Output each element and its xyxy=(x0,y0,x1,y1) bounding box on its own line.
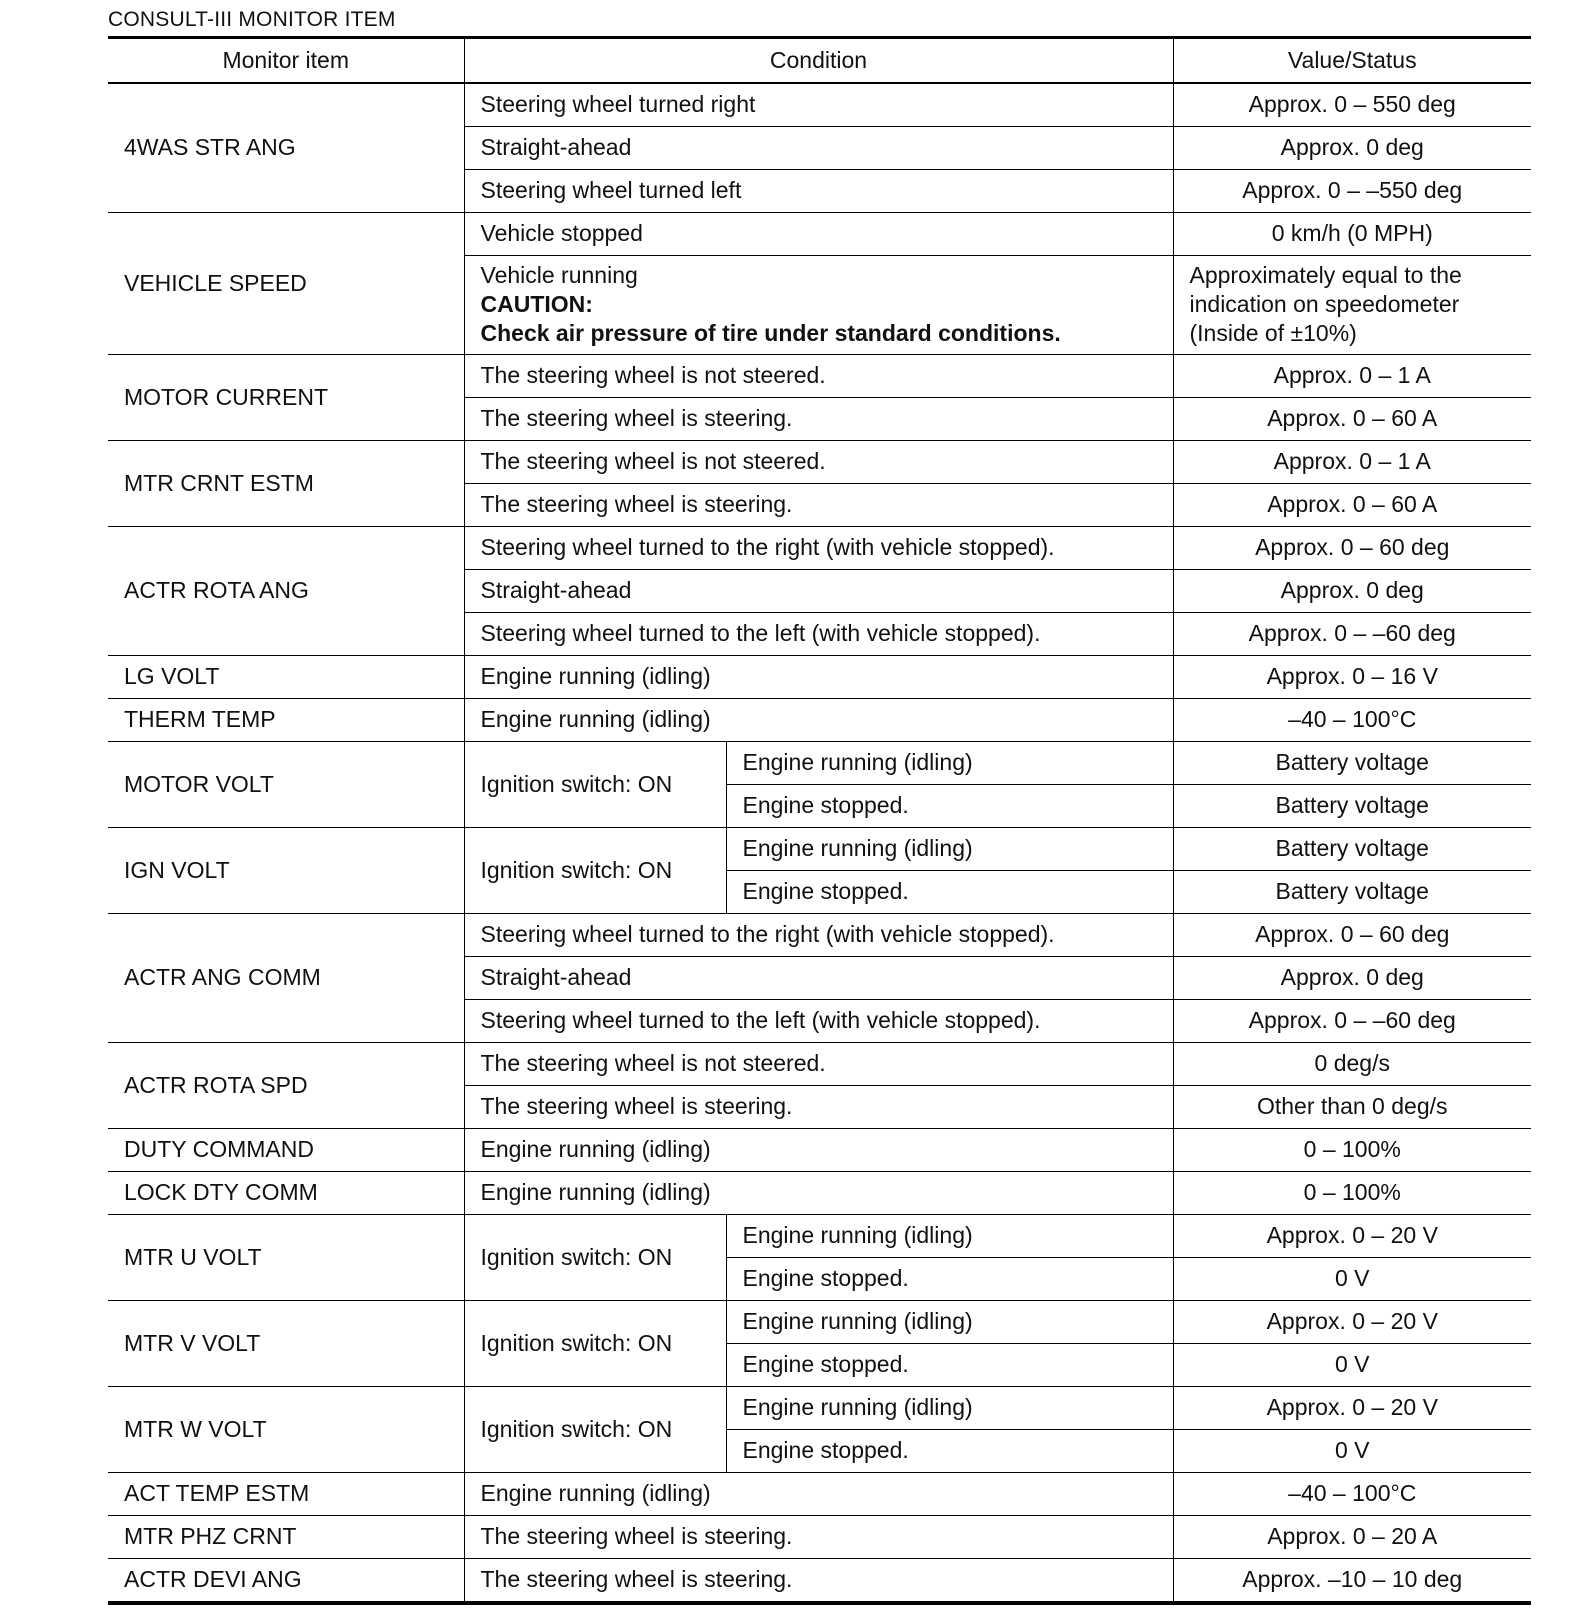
condition-cell: Ignition switch: ON xyxy=(464,1215,726,1301)
value-cell: –40 – 100°C xyxy=(1173,1473,1531,1516)
monitor-item-cell: ACTR ROTA SPD xyxy=(108,1043,464,1129)
value-cell: Approx. 0 – 60 A xyxy=(1173,484,1531,527)
value-cell: Approx. 0 – –60 deg xyxy=(1173,1000,1531,1043)
sub-condition-cell: Engine running (idling) xyxy=(726,1387,1173,1430)
value-cell: 0 V xyxy=(1173,1430,1531,1473)
table-row xyxy=(108,699,1531,742)
table-row xyxy=(108,656,1531,699)
condition-cell: The steering wheel is not steered. xyxy=(464,355,1173,398)
value-cell: Approx. 0 deg xyxy=(1173,570,1531,613)
table-row xyxy=(108,1129,1531,1172)
sub-condition-cell: Engine running (idling) xyxy=(726,1215,1173,1258)
condition-cell: Ignition switch: ON xyxy=(464,1387,726,1473)
value-cell: Battery voltage xyxy=(1173,871,1531,914)
table-row xyxy=(108,1473,1531,1516)
value-cell: 0 km/h (0 MPH) xyxy=(1173,213,1531,256)
condition-cell: The steering wheel is steering. xyxy=(464,1086,1173,1129)
header-value-status: Value/Status xyxy=(1173,38,1531,84)
value-cell: Approx. 0 – 20 V xyxy=(1173,1301,1531,1344)
condition-cell: The steering wheel is steering. xyxy=(464,1516,1173,1559)
table-row xyxy=(108,355,1531,398)
value-cell: Approx. 0 – 20 A xyxy=(1173,1516,1531,1559)
value-cell: –40 – 100°C xyxy=(1173,699,1531,742)
value-cell: Approx. 0 – 1 A xyxy=(1173,355,1531,398)
monitor-item-cell: ACTR ROTA ANG xyxy=(108,527,464,656)
condition-cell: Steering wheel turned to the right (with vehicle stopped). xyxy=(464,914,1173,957)
condition-cell: Steering wheel turned to the right (with vehicle stopped). xyxy=(464,527,1173,570)
table-row xyxy=(108,1301,1531,1344)
header-monitor-item: Monitor item xyxy=(108,38,464,84)
condition-cell: Straight-ahead xyxy=(464,957,1173,1000)
value-cell: Approx. 0 – –550 deg xyxy=(1173,170,1531,213)
table-row xyxy=(108,1043,1531,1086)
value-cell: Battery voltage xyxy=(1173,742,1531,785)
value-cell: Approx. 0 – 550 deg xyxy=(1173,83,1531,127)
monitor-item-cell: MTR W VOLT xyxy=(108,1387,464,1473)
condition-cell: The steering wheel is not steered. xyxy=(464,1043,1173,1086)
condition-cell: The steering wheel is steering. xyxy=(464,484,1173,527)
value-cell: 0 V xyxy=(1173,1258,1531,1301)
sub-condition-cell: Engine stopped. xyxy=(726,1430,1173,1473)
sub-condition-cell: Engine stopped. xyxy=(726,1344,1173,1387)
monitor-item-cell: ACT TEMP ESTM xyxy=(108,1473,464,1516)
monitor-item-cell: MOTOR VOLT xyxy=(108,742,464,828)
sub-condition-cell: Engine running (idling) xyxy=(726,828,1173,871)
value-cell: Approx. 0 deg xyxy=(1173,957,1531,1000)
monitor-item-cell: IGN VOLT xyxy=(108,828,464,914)
condition-cell: Engine running (idling) xyxy=(464,656,1173,699)
condition-cell: Straight-ahead xyxy=(464,127,1173,170)
monitor-item-cell: 4WAS STR ANG xyxy=(108,83,464,213)
sub-condition-cell: Engine stopped. xyxy=(726,871,1173,914)
value-cell: Approx. 0 – 16 V xyxy=(1173,656,1531,699)
condition-cell: Steering wheel turned right xyxy=(464,83,1173,127)
condition-cell: The steering wheel is steering. xyxy=(464,398,1173,441)
condition-cell: Steering wheel turned to the left (with vehicle stopped). xyxy=(464,1000,1173,1043)
condition-cell: Straight-ahead xyxy=(464,570,1173,613)
table-row xyxy=(108,527,1531,570)
table-row xyxy=(108,1172,1531,1215)
condition-cell: Ignition switch: ON xyxy=(464,1301,726,1387)
value-cell: Other than 0 deg/s xyxy=(1173,1086,1531,1129)
value-cell: 0 – 100% xyxy=(1173,1129,1531,1172)
document-title: CONSULT-III MONITOR ITEM xyxy=(108,8,396,31)
condition-cell xyxy=(464,256,1173,355)
value-cell: Approx. 0 – 20 V xyxy=(1173,1387,1531,1430)
sub-condition-cell: Engine running (idling) xyxy=(726,742,1173,785)
value-cell: Approx. 0 – 20 V xyxy=(1173,1215,1531,1258)
monitor-item-cell: THERM TEMP xyxy=(108,699,464,742)
value-cell: Approx. 0 deg xyxy=(1173,127,1531,170)
monitor-item-cell: LOCK DTY COMM xyxy=(108,1172,464,1215)
monitor-item-cell: ACTR ANG COMM xyxy=(108,914,464,1043)
sub-condition-cell: Engine stopped. xyxy=(726,785,1173,828)
condition-text: Vehicle running xyxy=(480,262,638,288)
monitor-item-table xyxy=(108,36,1531,1605)
condition-cell: The steering wheel is steering. xyxy=(464,1559,1173,1604)
value-cell: 0 – 100% xyxy=(1173,1172,1531,1215)
value-cell: Approx. 0 – 1 A xyxy=(1173,441,1531,484)
value-cell: Approx. 0 – 60 deg xyxy=(1173,527,1531,570)
monitor-item-cell: DUTY COMMAND xyxy=(108,1129,464,1172)
table-header-row xyxy=(108,38,1531,84)
table-row xyxy=(108,742,1531,785)
monitor-item-cell: MOTOR CURRENT xyxy=(108,355,464,441)
table-row xyxy=(108,213,1531,256)
condition-cell: Ignition switch: ON xyxy=(464,742,726,828)
value-cell: Approx. 0 – 60 A xyxy=(1173,398,1531,441)
caution-label: CAUTION: xyxy=(480,291,593,317)
monitor-item-cell: MTR CRNT ESTM xyxy=(108,441,464,527)
monitor-item-cell: MTR PHZ CRNT xyxy=(108,1516,464,1559)
monitor-item-cell: VEHICLE SPEED xyxy=(108,213,464,355)
monitor-item-cell: MTR V VOLT xyxy=(108,1301,464,1387)
value-cell: Battery voltage xyxy=(1173,785,1531,828)
table-row xyxy=(108,1516,1531,1559)
condition-cell: Engine running (idling) xyxy=(464,1129,1173,1172)
table-row xyxy=(108,1387,1531,1430)
table-row xyxy=(108,83,1531,127)
value-cell: 0 V xyxy=(1173,1344,1531,1387)
table-row xyxy=(108,914,1531,957)
value-cell: 0 deg/s xyxy=(1173,1043,1531,1086)
value-cell: Approx. 0 – 60 deg xyxy=(1173,914,1531,957)
monitor-item-cell: MTR U VOLT xyxy=(108,1215,464,1301)
table-row xyxy=(108,1559,1531,1604)
condition-cell: Vehicle stopped xyxy=(464,213,1173,256)
monitor-item-cell: ACTR DEVI ANG xyxy=(108,1559,464,1604)
sub-condition-cell: Engine running (idling) xyxy=(726,1301,1173,1344)
condition-cell: The steering wheel is not steered. xyxy=(464,441,1173,484)
condition-cell: Steering wheel turned to the left (with vehicle stopped). xyxy=(464,613,1173,656)
condition-cell: Engine running (idling) xyxy=(464,1473,1173,1516)
header-condition: Condition xyxy=(464,38,1173,84)
table-row xyxy=(108,828,1531,871)
monitor-item-cell: LG VOLT xyxy=(108,656,464,699)
condition-cell: Engine running (idling) xyxy=(464,1172,1173,1215)
value-cell: Approximately equal to the indication on speedometer (Inside of ±10%) xyxy=(1173,256,1531,355)
value-cell: Approx. –10 – 10 deg xyxy=(1173,1559,1531,1604)
table-row xyxy=(108,441,1531,484)
caution-text: Check air pressure of tire under standard conditions. xyxy=(480,320,1061,346)
table-row xyxy=(108,1215,1531,1258)
condition-cell: Steering wheel turned left xyxy=(464,170,1173,213)
sub-condition-cell: Engine stopped. xyxy=(726,1258,1173,1301)
condition-cell: Engine running (idling) xyxy=(464,699,1173,742)
value-cell: Battery voltage xyxy=(1173,828,1531,871)
value-cell: Approx. 0 – –60 deg xyxy=(1173,613,1531,656)
condition-cell: Ignition switch: ON xyxy=(464,828,726,914)
